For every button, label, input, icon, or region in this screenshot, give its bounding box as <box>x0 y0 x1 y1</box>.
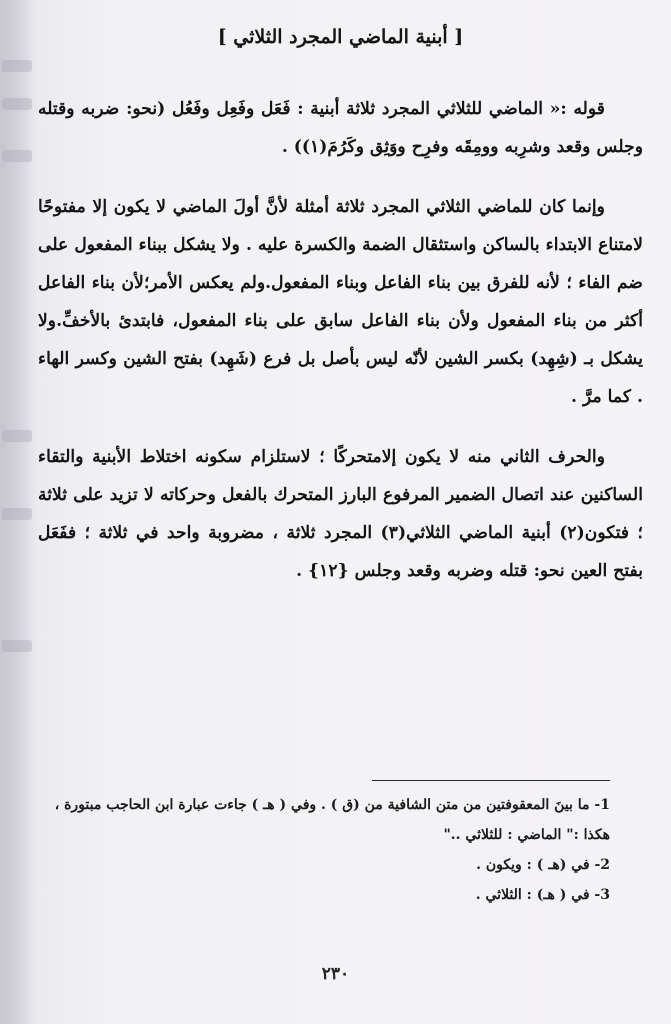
paragraph-2: وإنما كان للماضي الثلاثي المجرد ثلاثة أمثلة لأنَّ أولَ الماضي لا يكون إلا مفتوحًا لامتناع الابتداء بالساكن واستثقال الضمة والكسرة عليه . ولا يشكل ببناء المفعول على ضم الفاء ؛ لأنه للفرق بين بناء الفاعل وبناء المفعول.ولم يعكس الأمر؛لأن بناء الفاعل أكثر من بناء المفعول ولأن بناء الفاعل سابق على بناء المفعول، فابتدئ بالأخفِّ.ولا يشكل بـ (شِهِد) بكسر الشين لأنّه ليس بأصل بل فرع (شَهِد) بفتح الشين وكسر الهاء . كما مرَّ . <box>38 197 643 407</box>
facing-page-bleed <box>2 60 32 72</box>
footnotes <box>28 790 610 910</box>
main-text <box>38 20 643 612</box>
page-number: ٢٣٠ <box>321 964 350 984</box>
footnote-2: 2- في (هـ ) : ويكون . <box>476 857 610 873</box>
facing-page-bleed <box>2 430 32 442</box>
footnote-3: 3- في ( هـ) : الثلاثي . <box>475 887 610 903</box>
facing-page-bleed <box>2 508 32 520</box>
paragraph-1: قوله :« الماضي للثلاثي المجرد ثلاثة أبنية : فَعَل وفَعِل وفَعُل (نحو: ضربه وقتله وجلس وقعد وشرِبه وومِقَه وفرِح ووَثِق وكَرُمَ(١)) . <box>38 99 643 157</box>
facing-page-bleed <box>2 98 32 110</box>
footnote-separator <box>372 780 610 781</box>
paragraph-3: والحرف الثاني منه لا يكون إلامتحركًا ؛ لاستلزام سكونه اختلاط الأبنية والتقاء الساكنين عند اتصال الضمير المرفوع البارز المتحرك بالفعل وحركاته لا تزيد على ثلاثة ؛ فتكون(٢) أبنية الماضي الثلاثي(٣) المجرد ثلاثة ، مضروبة واحد في ثلاثة ؛ ففَعَل بفتح العين نحو: قتله وضربه وقعد وجلس {١٢} . <box>38 447 643 581</box>
facing-page-bleed <box>2 150 32 162</box>
footnote-1: 1- ما بينَ المعقوفتين من متن الشافية من (ق ) . وفي ( هـ ) جاءت عبارة ابن الحاجب مبتورة ، هكذا :" الماضي : للثلاثي .." <box>54 797 610 843</box>
section-title: [ أبنية الماضي المجرد الثلاثي ] <box>217 26 464 48</box>
facing-page-bleed <box>2 640 32 652</box>
